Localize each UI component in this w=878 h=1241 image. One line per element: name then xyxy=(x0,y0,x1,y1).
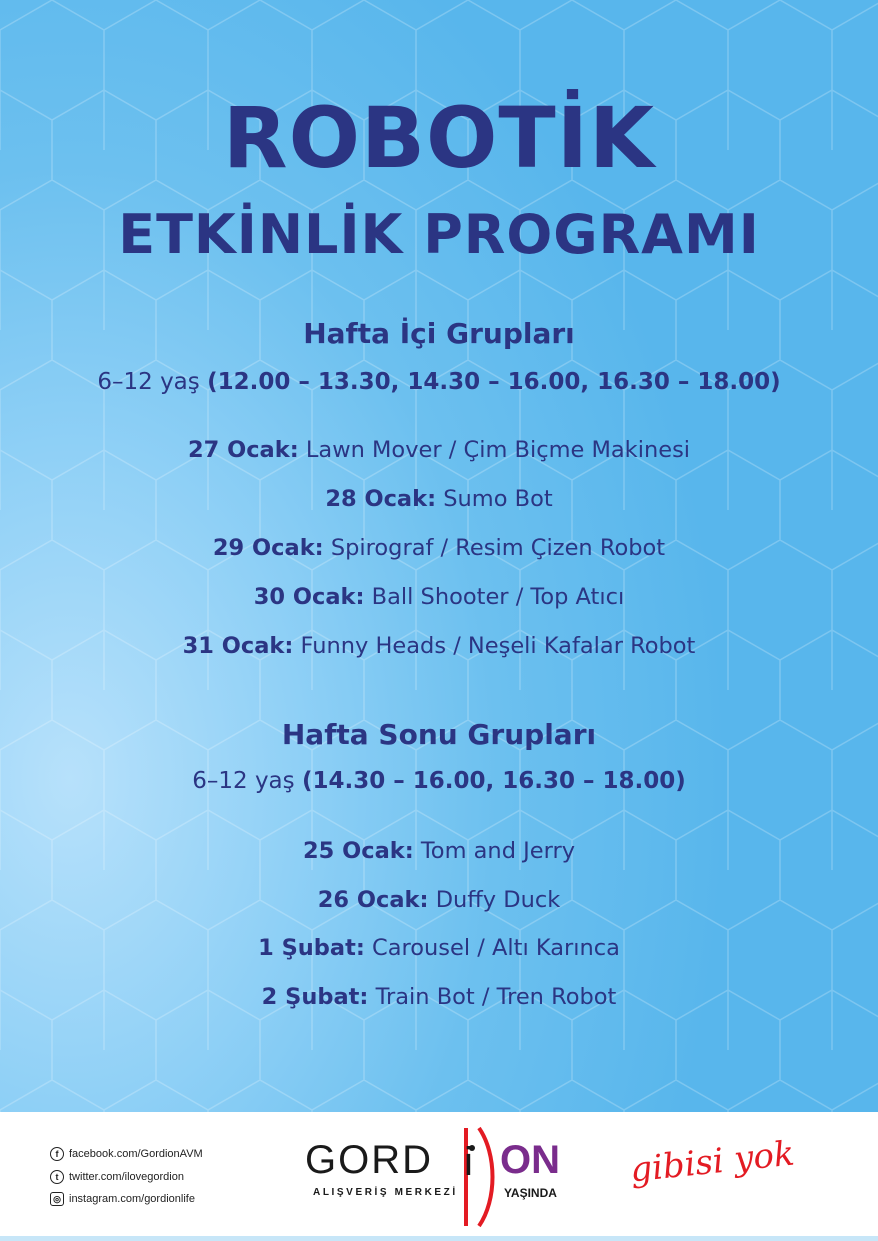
event-name: Duffy Duck xyxy=(435,887,561,913)
event-row xyxy=(0,434,878,466)
event-date: 28 Ocak: xyxy=(325,486,437,512)
instagram-link[interactable] xyxy=(50,1192,195,1206)
gordion-10-logo-mark xyxy=(455,1124,501,1230)
slogan-gibisi-yok: gibisi yok xyxy=(628,1133,797,1191)
event-date: 29 Ocak: xyxy=(212,535,324,561)
twitter-link-text: twitter.com/ilovegordion xyxy=(69,1171,184,1183)
event-date: 26 Ocak: xyxy=(317,887,429,913)
gordion-logo-subtitle: ALIŞVERİŞ MERKEZİ xyxy=(313,1187,458,1198)
event-name: Lawn Mover / Çim Biçme Makinesi xyxy=(305,437,691,463)
weekend-age: 6–12 yaş xyxy=(192,768,295,794)
event-name: Funny Heads / Neşeli Kafalar Robot xyxy=(300,633,696,659)
event-row xyxy=(0,630,878,662)
event-row xyxy=(0,835,878,867)
twitter-link[interactable] xyxy=(50,1170,184,1184)
event-name: Carousel / Altı Karınca xyxy=(372,935,620,961)
instagram-link-text: instagram.com/gordionlife xyxy=(69,1193,195,1205)
gordion-logo-i: i xyxy=(464,1140,473,1184)
weekday-age-line xyxy=(0,366,878,398)
event-date: 2 Şubat: xyxy=(261,984,369,1010)
facebook-link[interactable] xyxy=(50,1147,203,1161)
event-name: Tom and Jerry xyxy=(420,838,576,864)
weekday-heading: Hafta İçi Grupları xyxy=(303,317,575,350)
weekend-heading: Hafta Sonu Grupları xyxy=(281,718,597,751)
weekend-times: (14.30 – 16.00, 16.30 – 18.00) xyxy=(301,768,686,794)
event-name: Train Bot / Tren Robot xyxy=(375,984,617,1010)
event-row xyxy=(0,981,878,1013)
weekend-age-line xyxy=(0,765,878,797)
footer-bottom-stripe xyxy=(0,1236,878,1241)
event-row xyxy=(0,932,878,964)
event-row xyxy=(0,483,878,515)
facebook-icon: f xyxy=(50,1147,64,1161)
title-robotik: ROBOTİK xyxy=(222,89,656,187)
weekday-age: 6–12 yaş xyxy=(97,369,200,395)
instagram-icon: ◎ xyxy=(50,1192,64,1206)
facebook-link-text: facebook.com/GordionAVM xyxy=(69,1148,203,1160)
gordion-logo-on: ON xyxy=(500,1138,560,1182)
event-row xyxy=(0,532,878,564)
event-date: 31 Ocak: xyxy=(182,633,294,659)
event-date: 1 Şubat: xyxy=(258,935,365,961)
weekday-times: (12.00 – 13.30, 14.30 – 16.00, 16.30 – 18.00) xyxy=(207,369,781,395)
event-date: 30 Ocak: xyxy=(253,584,365,610)
gordion-logo-yasinda: YAŞINDA xyxy=(504,1186,557,1200)
event-row xyxy=(0,581,878,613)
event-name: Sumo Bot xyxy=(443,486,553,512)
event-date: 27 Ocak: xyxy=(187,437,299,463)
gordion-logo-word: GORD xyxy=(305,1138,433,1182)
event-name: Ball Shooter / Top Atıcı xyxy=(371,584,625,610)
title-etkinlik-programi: ETKİNLİK PROGRAMI xyxy=(118,203,760,266)
event-date: 25 Ocak: xyxy=(302,838,414,864)
twitter-icon: t xyxy=(50,1170,64,1184)
event-name: Spirograf / Resim Çizen Robot xyxy=(330,535,666,561)
event-row xyxy=(0,884,878,916)
